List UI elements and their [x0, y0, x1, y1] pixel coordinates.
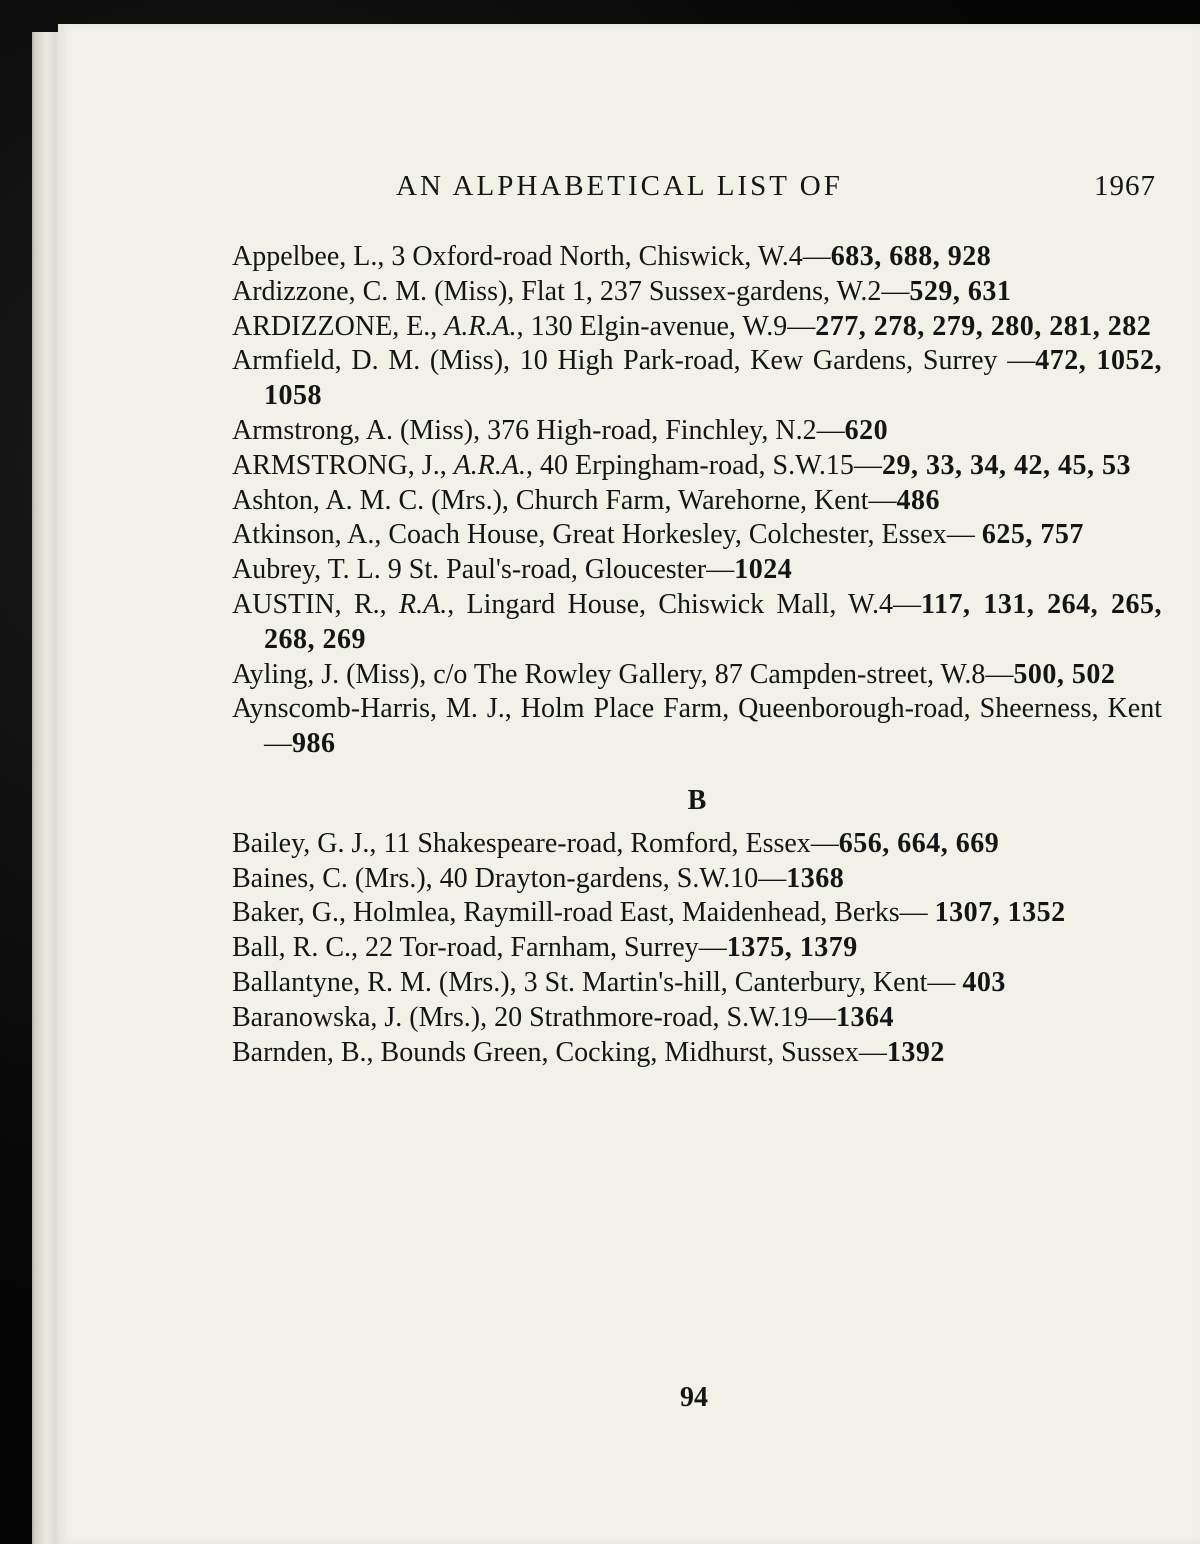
exhibitor-list: [232, 240, 1162, 1070]
entry-name: Ardizzone, C. M. (Miss), Flat 1, 237 Sussex-gardens, W.2: [232, 275, 882, 307]
entry-dash: —: [810, 827, 839, 859]
entry-name: Bailey, G. J., 11 Shakespeare-road, Romford, Essex: [232, 827, 811, 859]
entry-name: Aubrey, T. L. 9 St. Paul's-road, Gloucester: [232, 554, 707, 586]
entry-name: Appelbee, L., 3 Oxford-road North, Chiswick, W.4: [232, 241, 803, 272]
list-item: [232, 344, 1162, 414]
list-item: [232, 896, 1162, 931]
entry-catalogue-numbers: 403: [962, 966, 1006, 998]
list-item: [232, 449, 1162, 484]
list-item: [232, 966, 1162, 1001]
entry-dash: —: [816, 414, 845, 446]
entry-name: Ayling, J. (Miss), c/o The Rowley Gallery, 87 Campden-street, W.8: [232, 658, 986, 690]
list-item: [232, 240, 1162, 275]
entry-dash: —: [927, 966, 956, 998]
entry-academy-title: R.A.: [399, 588, 448, 620]
entry-dash: —: [853, 449, 882, 481]
entry-academy-title: A.R.A.: [444, 310, 517, 342]
list-item: [232, 658, 1162, 693]
entry-dash: —: [985, 658, 1014, 690]
entry-dash: —: [899, 897, 928, 929]
entry-dash: —: [264, 728, 292, 760]
entry-catalogue-numbers: 1368: [786, 862, 845, 894]
entry-dash: —: [893, 588, 922, 620]
entry-catalogue-numbers: 1364: [835, 1001, 894, 1033]
entry-name: Barnden, B., Bounds Green, Cocking, Midhurst, Sussex: [232, 1036, 859, 1068]
entry-address: , Lingard House, Chiswick Mall, W.4: [447, 588, 894, 620]
entry-dash: —: [946, 519, 975, 551]
entry-dash: —: [802, 241, 831, 272]
entry-address: , 130 Elgin-avenue, W.9: [516, 310, 788, 342]
entry-dash: —: [1007, 345, 1036, 377]
entry-dash: —: [858, 1036, 887, 1068]
entry-catalogue-numbers: 986: [292, 728, 336, 760]
list-item: [232, 275, 1162, 310]
list-item: [232, 1036, 1162, 1071]
entry-catalogue-numbers: 1024: [734, 554, 793, 586]
entry-catalogue-numbers: 683, 688, 928: [830, 241, 992, 272]
list-item: [232, 484, 1162, 519]
list-item: [232, 414, 1162, 449]
entry-name: AUSTIN, R.,: [232, 588, 399, 620]
entry-dash: —: [698, 932, 727, 964]
running-head: [396, 170, 1156, 214]
entry-dash: —: [706, 554, 735, 586]
entry-catalogue-numbers: 277, 278, 279, 280, 281, 282: [815, 310, 1152, 342]
page-number: 94: [680, 1382, 708, 1413]
entry-dash: —: [758, 862, 787, 894]
entry-catalogue-numbers: 472, 1052, 1058: [264, 345, 1162, 412]
book-page: [58, 24, 1200, 1544]
entry-catalogue-numbers: 620: [844, 414, 889, 446]
entry-name: Aynscomb-Harris, M. J., Holm Place Farm, Queenborough-road, Sheerness, Kent: [232, 693, 1162, 725]
list-item: [232, 588, 1162, 658]
list-item: [232, 1001, 1162, 1036]
entry-name: Armfield, D. M. (Miss), 10 High Park-road, Kew Gardens, Surrey: [232, 345, 998, 377]
entry-name: Baker, G., Holmlea, Raymill-road East, Maidenhead, Berks: [232, 897, 900, 929]
entry-catalogue-numbers: 29, 33, 34, 42, 45, 53: [881, 449, 1131, 481]
entry-name: ARMSTRONG, J.,: [232, 449, 454, 481]
entry-dash: —: [787, 310, 816, 342]
entry-catalogue-numbers: 117, 131, 264, 265, 268, 269: [264, 588, 1162, 655]
entry-catalogue-numbers: 625, 757: [981, 519, 1084, 551]
entry-name: Baranowska, J. (Mrs.), 20 Strathmore-road, S.W.19: [232, 1001, 808, 1033]
list-item: [232, 518, 1162, 553]
running-head-year: 1967: [1094, 170, 1156, 202]
entry-catalogue-numbers: 656, 664, 669: [838, 827, 1000, 859]
entry-dash: —: [868, 484, 897, 516]
list-item: [232, 692, 1162, 762]
entry-catalogue-numbers: 1307, 1352: [934, 897, 1066, 929]
entry-name: Ball, R. C., 22 Tor-road, Farnham, Surrey: [232, 932, 699, 964]
running-head-title: AN ALPHABETICAL LIST OF: [396, 170, 843, 202]
entry-catalogue-numbers: 1392: [886, 1036, 945, 1068]
list-item: [232, 931, 1162, 966]
entry-name: Atkinson, A., Coach House, Great Horkesley, Colchester, Essex: [232, 519, 947, 551]
section-heading-b: B: [687, 784, 707, 816]
entry-catalogue-numbers: 1375, 1379: [726, 932, 858, 964]
entry-dash: —: [881, 275, 910, 307]
entry-academy-title: A.R.A.: [453, 449, 527, 481]
entry-name: Ashton, A. M. C. (Mrs.), Church Farm, Warehorne, Kent: [232, 484, 869, 516]
entry-name: Ballantyne, R. M. (Mrs.), 3 St. Martin's-hill, Canterbury, Kent: [232, 966, 928, 998]
entry-dash: —: [807, 1001, 836, 1033]
list-item: [232, 310, 1162, 345]
entry-catalogue-numbers: 486: [896, 484, 940, 516]
entry-catalogue-numbers: 529, 631: [909, 275, 1012, 307]
list-item: [232, 862, 1162, 897]
list-item: [232, 553, 1162, 588]
entry-name: Armstrong, A. (Miss), 376 High-road, Finchley, N.2: [232, 414, 817, 446]
entry-name: ARDIZZONE, E.,: [232, 310, 445, 342]
list-item: [232, 827, 1162, 862]
entry-name: Baines, C. (Mrs.), 40 Drayton-gardens, S.W.10: [232, 862, 759, 894]
entry-catalogue-numbers: 500, 502: [1013, 658, 1116, 690]
entry-address: , 40 Erpingham-road, S.W.15: [526, 449, 854, 481]
